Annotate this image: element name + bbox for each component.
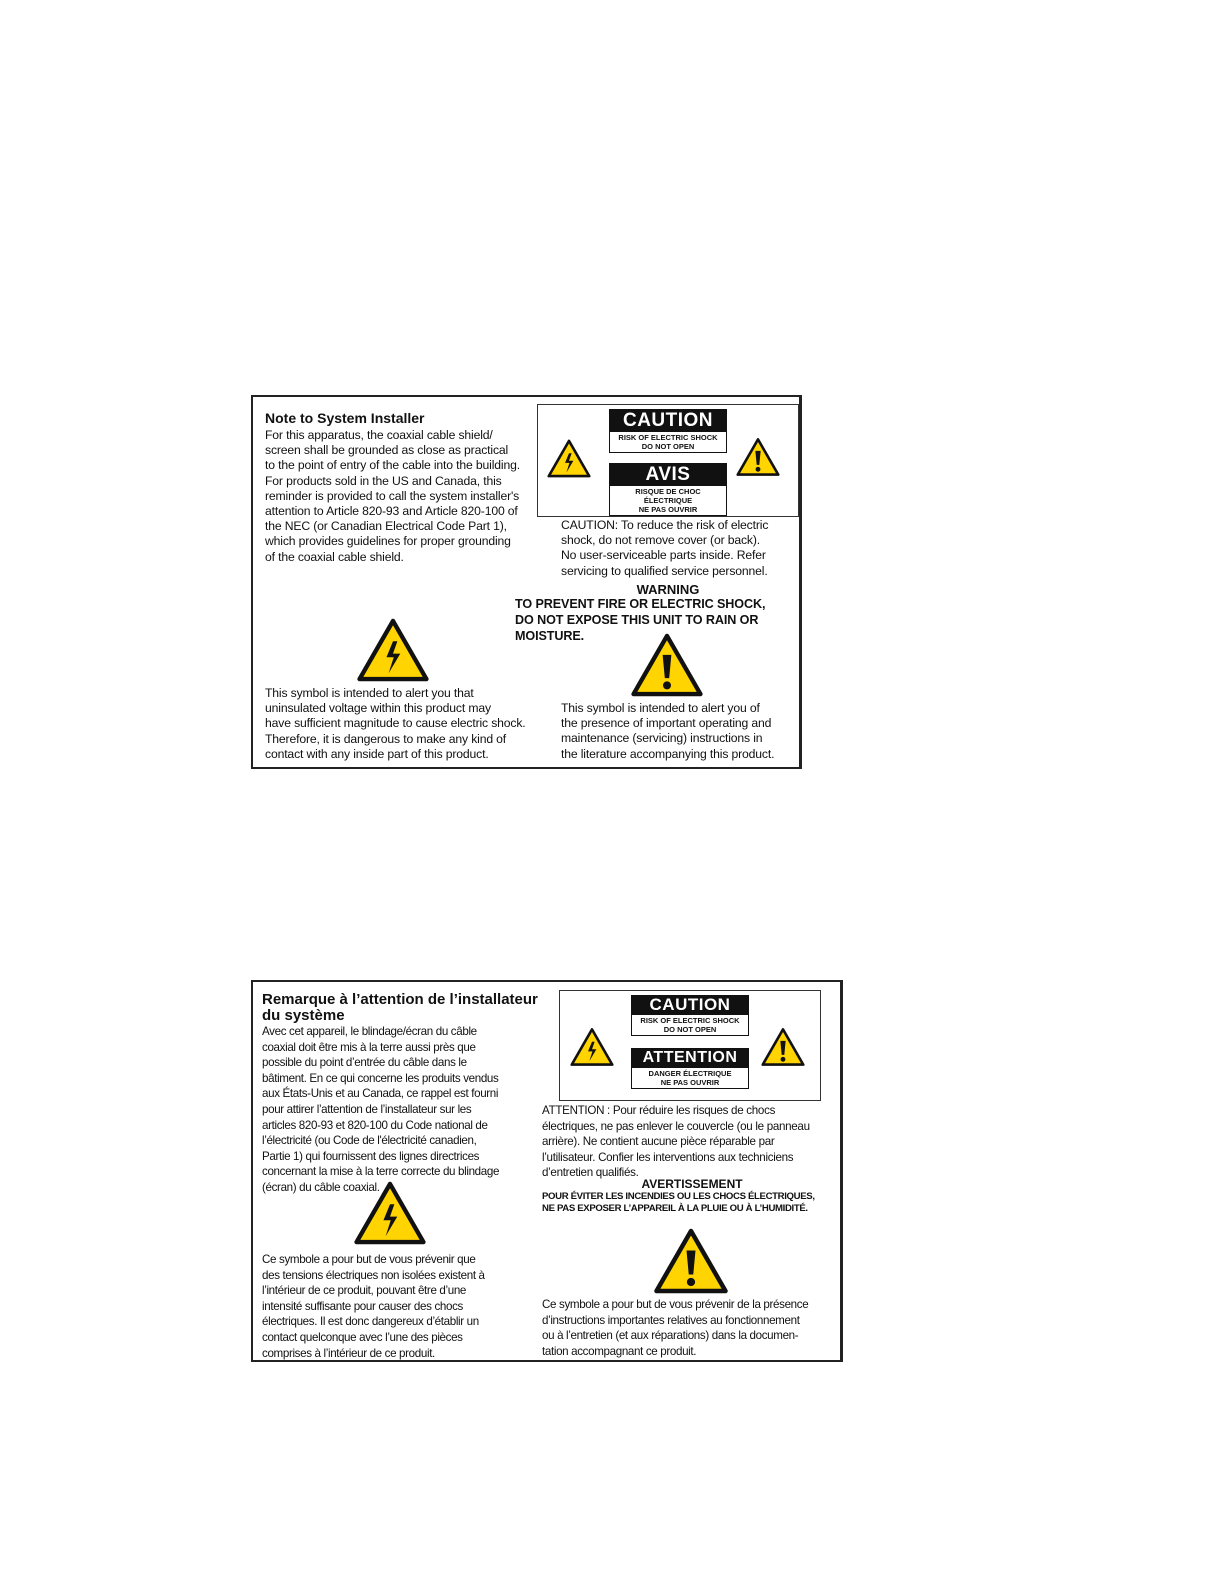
caution-sub-line: DO NOT OPEN	[641, 442, 695, 451]
text-line: Avec cet appareil, le blindage/écran du câble	[262, 1025, 477, 1038]
text-line: uninsulated voltage within this product may	[265, 701, 491, 716]
shock-symbol-explanation	[265, 686, 540, 762]
text-line: CAUTION: To reduce the risk of electric	[561, 518, 769, 532]
text-line: l’utilisateur. Confier les interventions aux techniciens	[542, 1150, 794, 1164]
text-line: d’entretien qualifiés.	[542, 1166, 639, 1180]
text-line: of the coaxial cable shield.	[265, 549, 404, 564]
text-line: reminder is provided to call the system installer's	[265, 488, 520, 503]
text-line: ou à l’entretien (et aux réparations) dans la documen-	[542, 1329, 799, 1343]
exclamation-warning-icon	[651, 1228, 731, 1294]
text-line: to the point of entry of the cable into the building.	[265, 458, 520, 473]
installer-note-title	[262, 992, 542, 1024]
title-line: Remarque à l’attention de l’installateur	[262, 991, 538, 1008]
caution-label-box	[559, 990, 821, 1101]
exclamation-warning-icon	[627, 633, 707, 697]
french-safety-label	[251, 980, 843, 1362]
exclamation-warning-icon	[736, 437, 780, 477]
text-line: the NEC (or Canadian Electrical Code Part 1),	[265, 519, 507, 534]
text-line: tation accompagnant ce produit.	[542, 1344, 697, 1358]
title-line: du système	[262, 1007, 345, 1024]
lightning-warning-icon	[570, 1027, 614, 1067]
text-line: the literature accompanying this product.	[561, 746, 775, 761]
text-line: aux États-Unis et au Canada, ce rappel est fourni	[262, 1087, 499, 1101]
text-line: articles 820-93 et 820-100 du Code national de	[262, 1118, 488, 1132]
text-line: ATTENTION : Pour réduire les risques de chocs	[542, 1104, 776, 1117]
text-line: POUR ÉVITER LES INCENDIES OU LES CHOCS ÉLECTRIQUES,	[542, 1191, 815, 1202]
attention-heading: ATTENTION	[631, 1048, 749, 1068]
text-line: the presence of important operating and	[561, 716, 772, 731]
text-line: NE PAS EXPOSER L’APPAREIL À LA PLUIE OU À L’HUMIDITÉ.	[542, 1203, 808, 1214]
text-line: Ce symbole a pour but de vous prévenir que	[262, 1253, 476, 1266]
text-line: MOISTURE.	[515, 629, 585, 643]
text-line: contact with any inside part of this product.	[265, 746, 489, 761]
text-line: bâtiment. En ce qui concerne les produits vendus	[262, 1071, 499, 1085]
text-line: l’intérieur de ce produit, pouvant être d’une	[262, 1284, 467, 1298]
text-line: Partie 1) qui fournissent des lignes directrices	[262, 1149, 480, 1163]
caution-sub-line: RISK OF ELECTRIC SHOCK	[618, 433, 718, 442]
attention-sign	[631, 1048, 749, 1089]
text-line: contact quelconque avec l’une des pièces	[262, 1330, 463, 1344]
installer-note-body	[265, 428, 533, 565]
exclamation-symbol-explanation	[561, 701, 799, 762]
attention-sub-line: DANGER ÉLECTRIQUE	[648, 1069, 732, 1078]
caution-sub-line: DO NOT OPEN	[663, 1025, 717, 1034]
warning-title: AVERTISSEMENT	[641, 1177, 743, 1191]
installer-note-title: Note to System Installer	[265, 410, 425, 426]
avis-sub-line: RISQUE DE CHOC ÉLECTRIQUE	[635, 487, 701, 505]
english-safety-label	[251, 395, 802, 769]
text-line: comprises à l’intérieur de ce produit.	[262, 1346, 435, 1360]
avis-sub-line: NE PAS OUVRIR	[638, 505, 698, 514]
text-line: This symbol is intended to alert you of	[561, 701, 760, 715]
text-line: For products sold in the US and Canada, this	[265, 473, 502, 488]
exclamation-warning-icon	[761, 1027, 805, 1067]
caution-sub-line: RISK OF ELECTRIC SHOCK	[640, 1016, 740, 1025]
avis-sign	[609, 463, 727, 516]
caution-heading: CAUTION	[631, 995, 749, 1015]
text-line: électriques, ne pas enlever le couvercle (ou le panneau	[542, 1119, 810, 1133]
text-line: have sufficient magnitude to cause electric shock.	[265, 716, 526, 731]
text-line: DO NOT EXPOSE THIS UNIT TO RAIN OR	[515, 613, 759, 627]
lightning-warning-icon	[353, 618, 433, 682]
lightning-warning-icon	[547, 439, 591, 478]
warning-title: WARNING	[636, 582, 700, 597]
text-line: TO PREVENT FIRE OR ELECTRIC SHOCK,	[515, 597, 766, 611]
attention-sub-line: NE PAS OUVRIR	[660, 1078, 720, 1087]
caution-subtext	[609, 432, 727, 453]
text-line: pour attirer l’attention de l’installateur sur les	[262, 1102, 472, 1116]
installer-note-body	[262, 1024, 526, 1196]
attention-subtext	[631, 1068, 749, 1089]
text-line: Ce symbole a pour but de vous prévenir de la présence	[542, 1298, 809, 1311]
text-line: concernant la mise à la terre correcte du blindage	[262, 1165, 500, 1179]
caution-subtext	[631, 1015, 749, 1036]
lightning-warning-icon	[350, 1181, 430, 1245]
text-line: électriques. Il est donc dangereux d’établir un	[262, 1315, 479, 1329]
text-line: shock, do not remove cover (or back).	[561, 533, 761, 548]
text-line: No user-serviceable parts inside. Refer	[561, 548, 766, 563]
avis-subtext	[609, 486, 727, 516]
exclamation-symbol-explanation	[542, 1297, 842, 1359]
text-line: possible du point d’entrée du câble dans le	[262, 1056, 467, 1070]
text-line: arrière). Ne contient aucune pièce réparable par	[542, 1135, 775, 1149]
text-line: Therefore, it is dangerous to make any kind of	[265, 731, 507, 746]
text-line: des tensions électriques non isolées existent à	[262, 1268, 485, 1282]
text-line: l’électricité (ou Code de l'électricité canadien,	[262, 1134, 477, 1148]
text-line: servicing to qualified service personnel.	[561, 563, 768, 578]
caution-sign	[631, 995, 749, 1036]
text-line: attention to Article 820-93 and Article 820-100 of	[265, 504, 518, 519]
attention-statement	[542, 1103, 842, 1181]
text-line: d’instructions importantes relatives au fonctionnement	[542, 1313, 800, 1327]
warning-statement	[542, 1191, 842, 1215]
text-line: screen shall be grounded as close as practical	[265, 443, 509, 458]
text-line: which provides guidelines for proper grounding	[265, 534, 511, 549]
shock-symbol-explanation	[262, 1252, 526, 1361]
caution-statement	[561, 518, 799, 579]
text-line: This symbol is intended to alert you that	[265, 686, 474, 700]
caution-label-box	[537, 404, 799, 517]
text-line: maintenance (servicing) instructions in	[561, 731, 763, 746]
avis-heading: AVIS	[609, 463, 727, 486]
text-line: (écran) du câble coaxial.	[262, 1180, 380, 1194]
text-line: coaxial doit être mis à la terre aussi près que	[262, 1040, 476, 1054]
text-line: For this apparatus, the coaxial cable shield/	[265, 428, 493, 442]
text-line: intensité suffisante pour causer des chocs	[262, 1299, 463, 1313]
caution-heading: CAUTION	[609, 409, 727, 432]
caution-sign	[609, 409, 727, 453]
